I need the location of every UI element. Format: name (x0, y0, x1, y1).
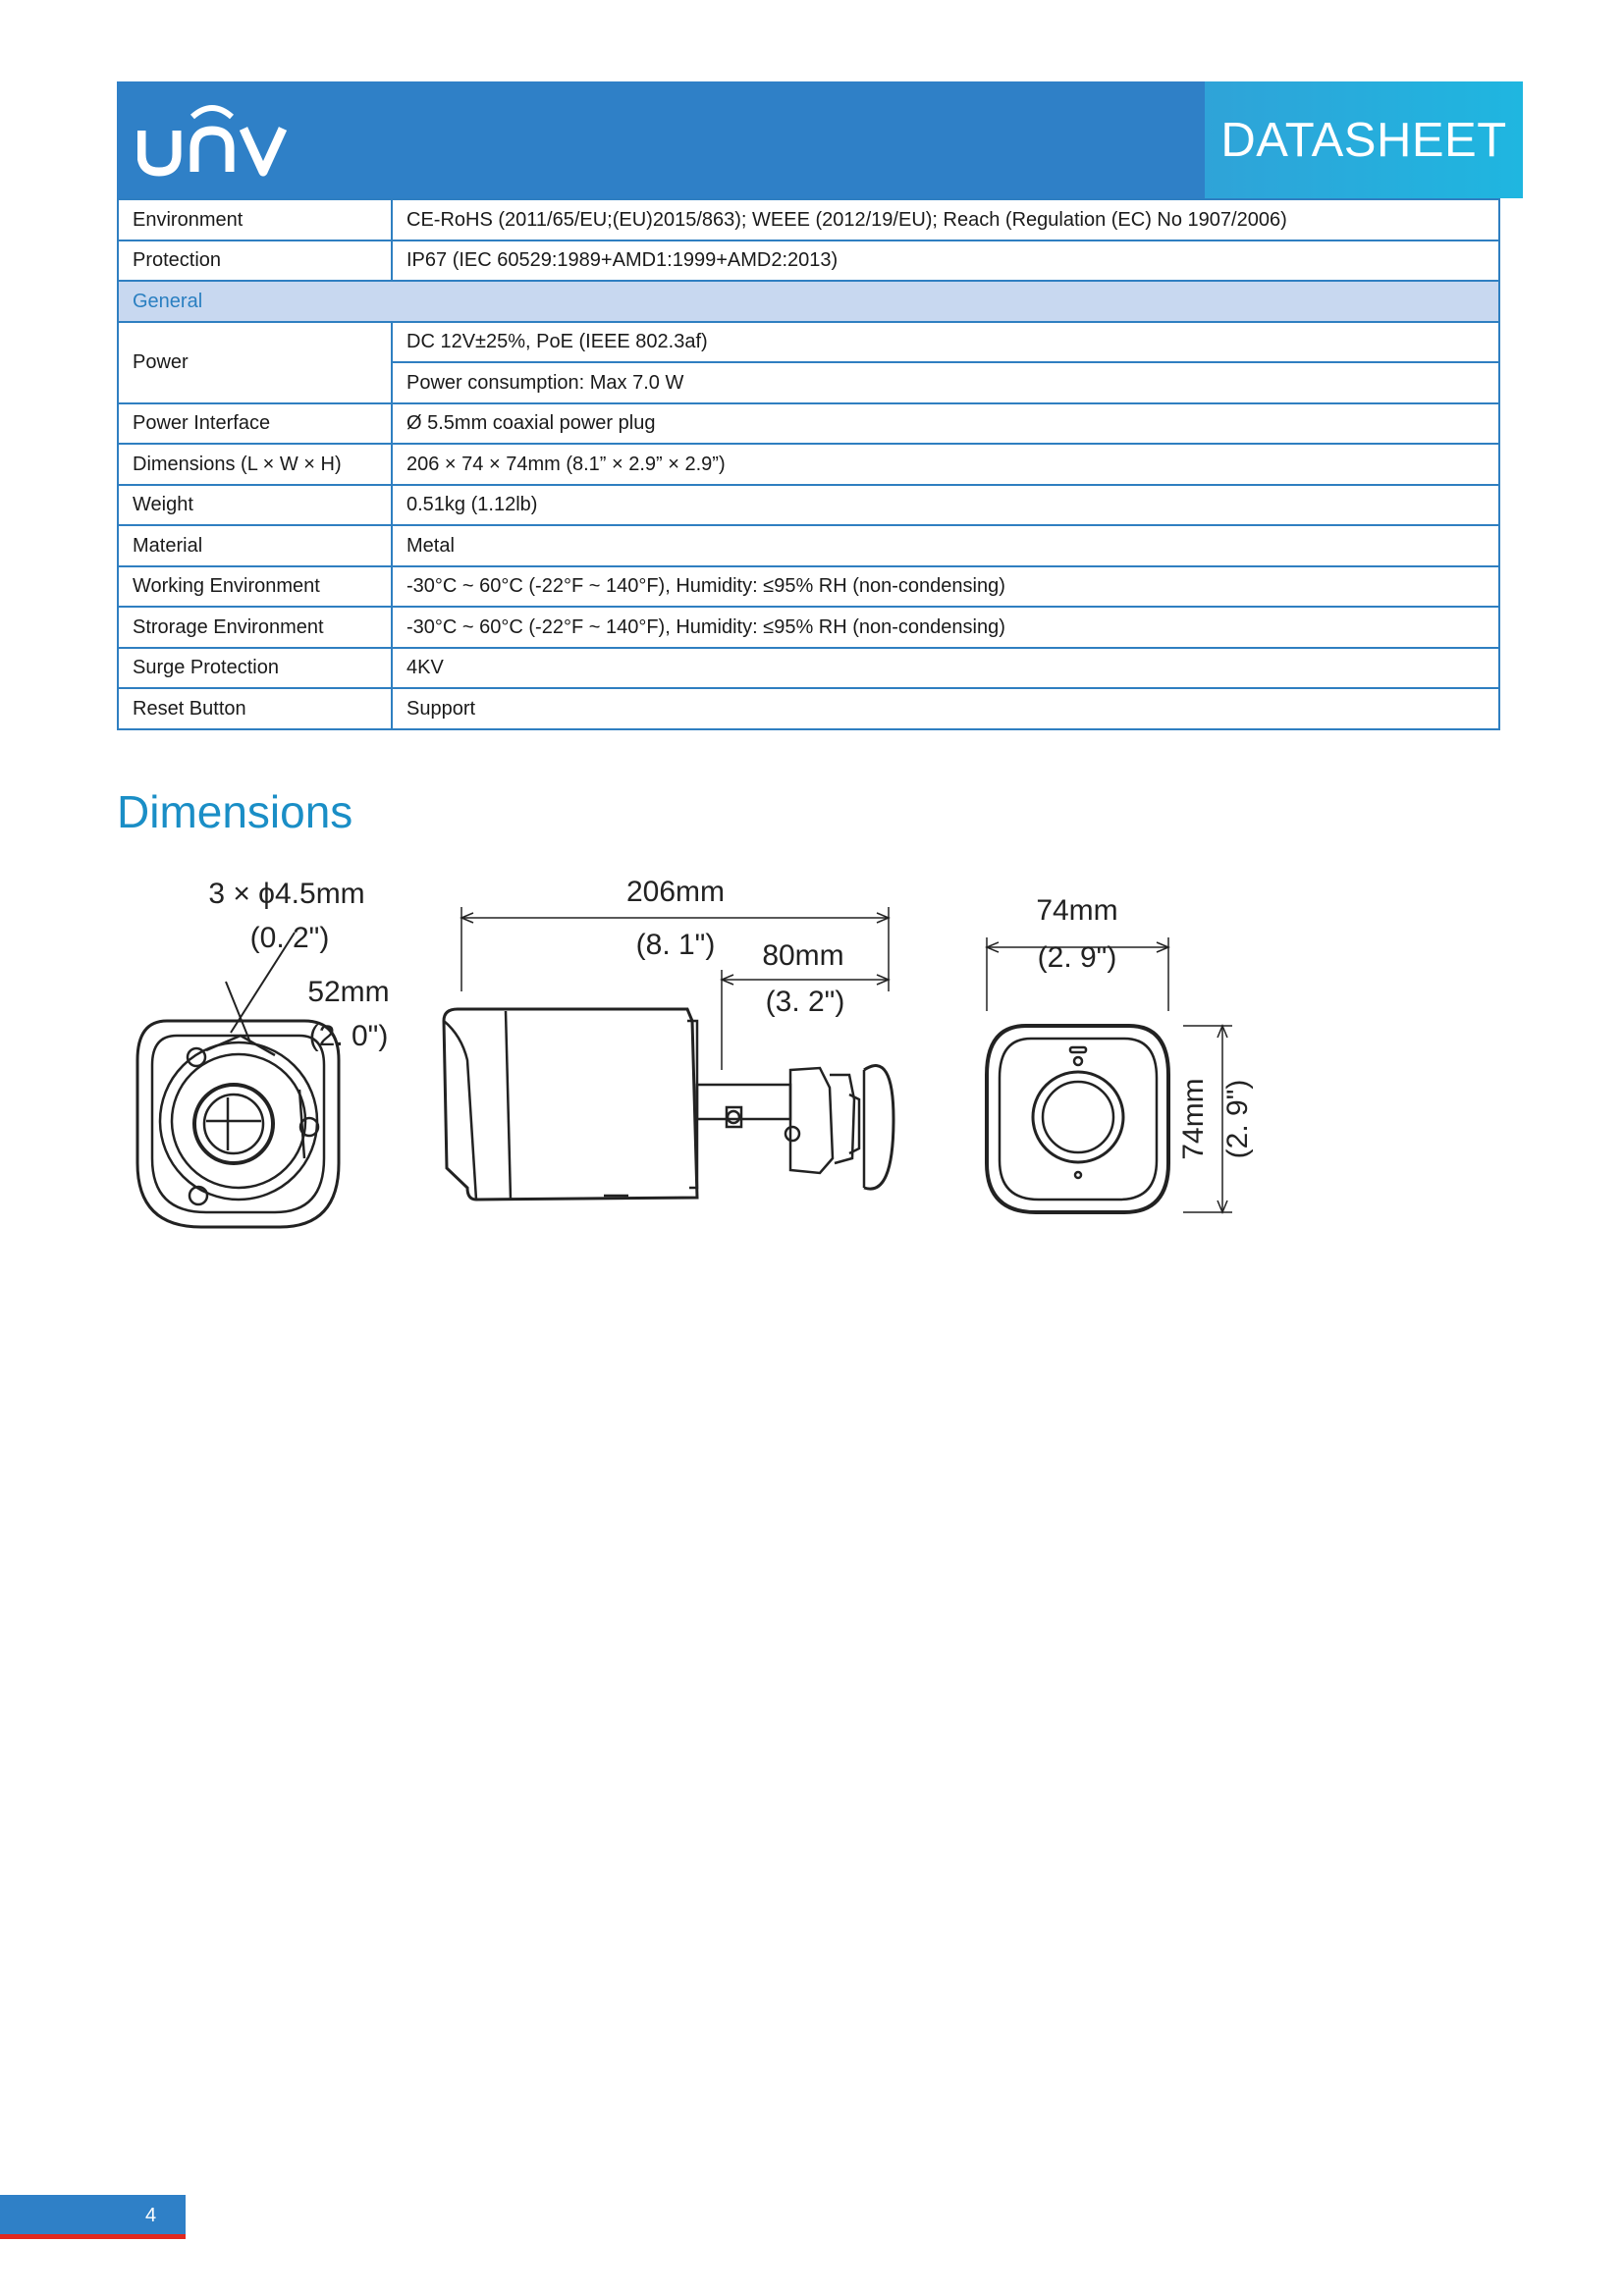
holes-label: 3 × ϕ4.5mm (208, 878, 365, 910)
width-inch-label: (2. 9") (1037, 941, 1117, 974)
spec-key: Working Environment (118, 566, 392, 608)
unv-logo (137, 93, 295, 187)
spec-value: CE-RoHS (2011/65/EU;(EU)2015/863); WEEE (2012/19/EU); Reach (Regulation (EC) No 1907/2006) (392, 199, 1499, 240)
height-label: 74mm (1177, 1078, 1210, 1160)
spec-value: DC 12V±25%, PoE (IEEE 802.3af) (392, 322, 1499, 363)
table-row (118, 648, 1499, 689)
spec-key: Protection (118, 240, 392, 282)
width-label: 74mm (1036, 894, 1118, 927)
bracket-inch-label: (3. 2") (765, 986, 845, 1018)
dimensions-title: Dimensions (117, 786, 353, 837)
table-row (118, 566, 1499, 608)
datasheet-label: DATASHEET (1205, 81, 1523, 198)
table-row (118, 403, 1499, 445)
footer-accent-line (0, 2234, 186, 2239)
page-number: 4 (145, 2205, 157, 2226)
spec-table (117, 198, 1500, 730)
spec-value: Support (392, 688, 1499, 729)
spec-key: Power (118, 322, 392, 403)
length-label: 206mm (625, 876, 726, 908)
table-row (118, 240, 1499, 282)
spec-key: Power Interface (118, 403, 392, 445)
spec-key: Dimensions (L × W × H) (118, 444, 392, 485)
spec-value: Metal (392, 525, 1499, 566)
spec-key: Reset Button (118, 688, 392, 729)
footer-bar (0, 2195, 186, 2234)
spec-value: 206 × 74 × 74mm (8.1” × 2.9” × 2.9”) (392, 444, 1499, 485)
spec-value: Ø 5.5mm coaxial power plug (392, 403, 1499, 445)
table-row (118, 607, 1499, 648)
height-inch-label: (2. 9") (1221, 1079, 1254, 1159)
section-header-general (118, 281, 1499, 322)
spec-value: 4KV (392, 648, 1499, 689)
table-row (118, 688, 1499, 729)
bolt-spacing-inch-label: (2. 0") (308, 1020, 389, 1052)
table-row (118, 525, 1499, 566)
spec-key: Surge Protection (118, 648, 392, 689)
table-row (118, 444, 1499, 485)
length-inch-label: (8. 1") (635, 929, 716, 961)
spec-value: -30°C ~ 60°C (-22°F ~ 140°F), Humidity: ≤95% RH (non-condensing) (392, 566, 1499, 608)
holes-inch-label: (0. 2") (249, 922, 330, 954)
bolt-spacing-label: 52mm (307, 976, 390, 1008)
spec-key: Material (118, 525, 392, 566)
spec-key: Environment (118, 199, 392, 240)
section-title: General (118, 281, 1499, 322)
spec-key: Strorage Environment (118, 607, 392, 648)
table-row (118, 199, 1499, 240)
spec-value: IP67 (IEC 60529:1989+AMD1:1999+AMD2:2013) (392, 240, 1499, 282)
spec-key: Weight (118, 485, 392, 526)
front-view-drawing (987, 937, 1232, 1212)
table-row (118, 322, 1499, 363)
spec-value: -30°C ~ 60°C (-22°F ~ 140°F), Humidity: ≤95% RH (non-condensing) (392, 607, 1499, 648)
spec-value: Power consumption: Max 7.0 W (392, 362, 1499, 403)
table-row (118, 485, 1499, 526)
bracket-label: 80mm (762, 939, 844, 972)
spec-value: 0.51kg (1.12lb) (392, 485, 1499, 526)
dimension-drawing (108, 864, 1542, 1247)
